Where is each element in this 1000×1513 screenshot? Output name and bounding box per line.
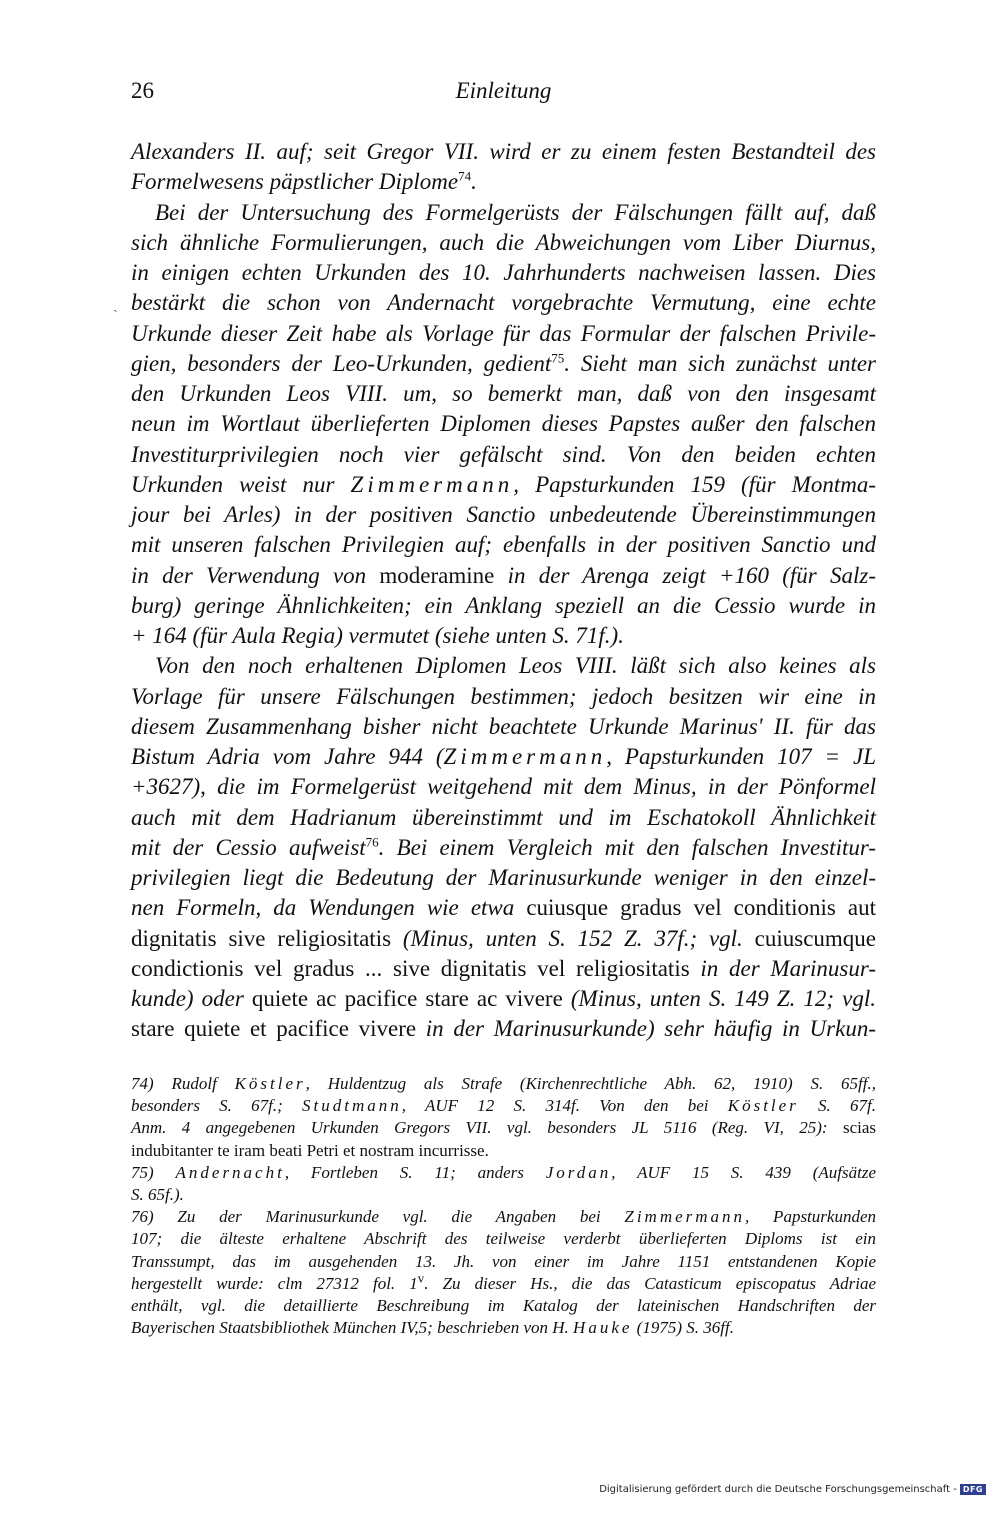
body-line: gien, besonders der Leo-Urkunden, gedient$^{75}$. Sieht man sich zunächst unter bbox=[131, 350, 876, 376]
body-line: Alexanders II. auf; seit Gregor VII. wird er zu einem festen Bestandteil des bbox=[131, 139, 876, 164]
footnote-line: 75) Andernacht, Fortleben S. 11; anders Jordan, AUF 15 S. 439 (Aufsätze bbox=[131, 1162, 877, 1182]
body-line: mit der Cessio aufweist$^{76}$. Bei einem Vergleich mit den falschen Investitur- bbox=[131, 834, 876, 860]
body-line: diesem Zusammenhang bisher nicht beachtete Urkunde Marinus' II. für das bbox=[131, 713, 876, 739]
body-line: Urkunde dieser Zeit habe als Vorlage für das Formular der falschen Privile- bbox=[131, 320, 876, 346]
footnote-line: Transsumpt, das im ausgehenden 13. Jh. von einer im Jahre 1151 entstandenen Kopie bbox=[131, 1251, 876, 1271]
body-line: Vorlage für unsere Fälschungen bestimmen; jedoch besitzen wir eine in bbox=[131, 683, 876, 709]
body-line: Von den noch erhaltenen Diplomen Leos VIII. läßt sich also keines als bbox=[155, 653, 876, 679]
body-line: Bistum Adria vom Jahre 944 (Zimmermann, Papsturkunden 107 = JL bbox=[131, 744, 876, 769]
footnote-line: indubitanter te iram beati Petri et nostram incurrisse. bbox=[131, 1140, 489, 1160]
body-line: in der Verwendung von moderamine in der Arenga zeigt +160 (für Salz- bbox=[131, 562, 876, 588]
body-line: Investiturprivilegien noch vier gefälscht sind. Von den beiden echten bbox=[131, 441, 876, 467]
body-line: dignitatis sive religiositatis (Minus, unten S. 152 Z. 37f.; vgl. cuiuscumque bbox=[131, 925, 876, 951]
footnote-line: besonders S. 67f.; Studtmann, AUF 12 S. 314f. Von den bei Köstler S. 67f. bbox=[131, 1096, 876, 1116]
body-line: auch mit dem Hadrianum übereinstimmt und im Eschatokoll Ähnlichkeit bbox=[131, 804, 876, 830]
body-line: neun im Wortlaut überlieferten Diplomen dieses Papstes außer den falschen bbox=[131, 411, 876, 437]
footnote-line: S. 65f.). bbox=[131, 1184, 184, 1204]
body-line: bestärkt die schon von Andernacht vorgebrachte Vermutung, eine echte bbox=[131, 290, 876, 316]
dfg-logo: DFG bbox=[960, 1484, 986, 1495]
footnote-line: Anm. 4 angegebenen Urkunden Gregors VII. vgl. besonders JL 5116 (Reg. VI, 25): scias bbox=[131, 1118, 876, 1138]
body-line: stare quiete et pacifice vivere in der Marinusurkunde) sehr häufig in Urkun- bbox=[131, 1016, 876, 1042]
body-line: jour bei Arles) in der positiven Sanctio unbedeutende Übereinstimmungen bbox=[131, 502, 876, 527]
body-line: + 164 (für Aula Regia) vermutet (siehe unten S. 71f.). bbox=[131, 623, 624, 648]
body-line: Formelwesens päpstlicher Diplome$^{74}$. bbox=[131, 168, 477, 195]
credit-text: Digitalisierung gefördert durch die Deutsche Forschungsgemeinschaft - bbox=[599, 1484, 957, 1495]
body-line: in einigen echten Urkunden des 10. Jahrhunderts nachweisen lassen. Dies bbox=[131, 260, 876, 285]
body-line: burg) geringe Ähnlichkeiten; ein Anklang speziell an die Cessio wurde in bbox=[131, 592, 876, 618]
footnote-line: 107; die älteste erhaltene Abschrift des teilweise verderbt überlieferten Diploms ist ein bbox=[131, 1229, 876, 1249]
body-line: Urkunden weist nur Zimmermann, Papsturkunden 159 (für Montma- bbox=[131, 471, 876, 497]
running-title: Einleitung bbox=[455, 78, 552, 103]
footnote-line: 74) Rudolf Köstler, Huldentzug als Strafe (Kirchenrechtliche Abh. 62, 1910) S. 65ff., bbox=[131, 1074, 876, 1093]
page-header bbox=[131, 78, 876, 110]
digitization-credit bbox=[599, 1484, 986, 1495]
body-line: privilegien liegt die Bedeutung der Marinusurkunde weniger in den einzel- bbox=[131, 865, 876, 890]
body-line: sich ähnliche Formulierungen, auch die Abweichungen vom Liber Diurnus, bbox=[131, 229, 876, 255]
body-text bbox=[131, 137, 876, 1045]
footnote-line: enthält, vgl. die detaillierte Beschreibung im Katalog der lateinischen Handschriften der bbox=[131, 1295, 876, 1315]
footnote-line: Bayerischen Staatsbibliothek München IV,5; beschrieben von H. Hauke (1975) S. 36ff. bbox=[131, 1318, 734, 1338]
footnote-line: hergestellt wurde: clm 27312 fol. 1$^v$. Zu dieser Hs., die das Catasticum episcopatus Adriae bbox=[131, 1270, 877, 1293]
body-line: mit unseren falschen Privilegien auf; ebenfalls in der positiven Sanctio und bbox=[131, 532, 876, 558]
page-number: 26 bbox=[131, 78, 154, 103]
margin-mark: ˎ bbox=[113, 298, 118, 313]
body-line: Bei der Untersuchung des Formelgerüsts der Fälschungen fällt auf, daß bbox=[155, 199, 876, 225]
body-line: den Urkunden Leos VIII. um, so bemerkt man, daß von den insgesamt bbox=[131, 381, 876, 406]
body-line: kunde) oder quiete ac pacifice stare ac vivere (Minus, unten S. 149 Z. 12; vgl. bbox=[131, 986, 876, 1011]
footnotes bbox=[131, 1073, 876, 1339]
body-line: nen Formeln, da Wendungen wie etwa cuiusque gradus vel conditionis aut bbox=[131, 895, 876, 921]
footnote-line: 76) Zu der Marinusurkunde vgl. die Angaben bei Zimmermann, Papsturkunden bbox=[131, 1207, 876, 1227]
body-line: condictionis vel gradus ... sive dignitatis vel religiositatis in der Marinusur- bbox=[131, 955, 877, 981]
body-line: +3627), die im Formelgerüst weitgehend mit dem Minus, in der Pönformel bbox=[131, 774, 876, 800]
